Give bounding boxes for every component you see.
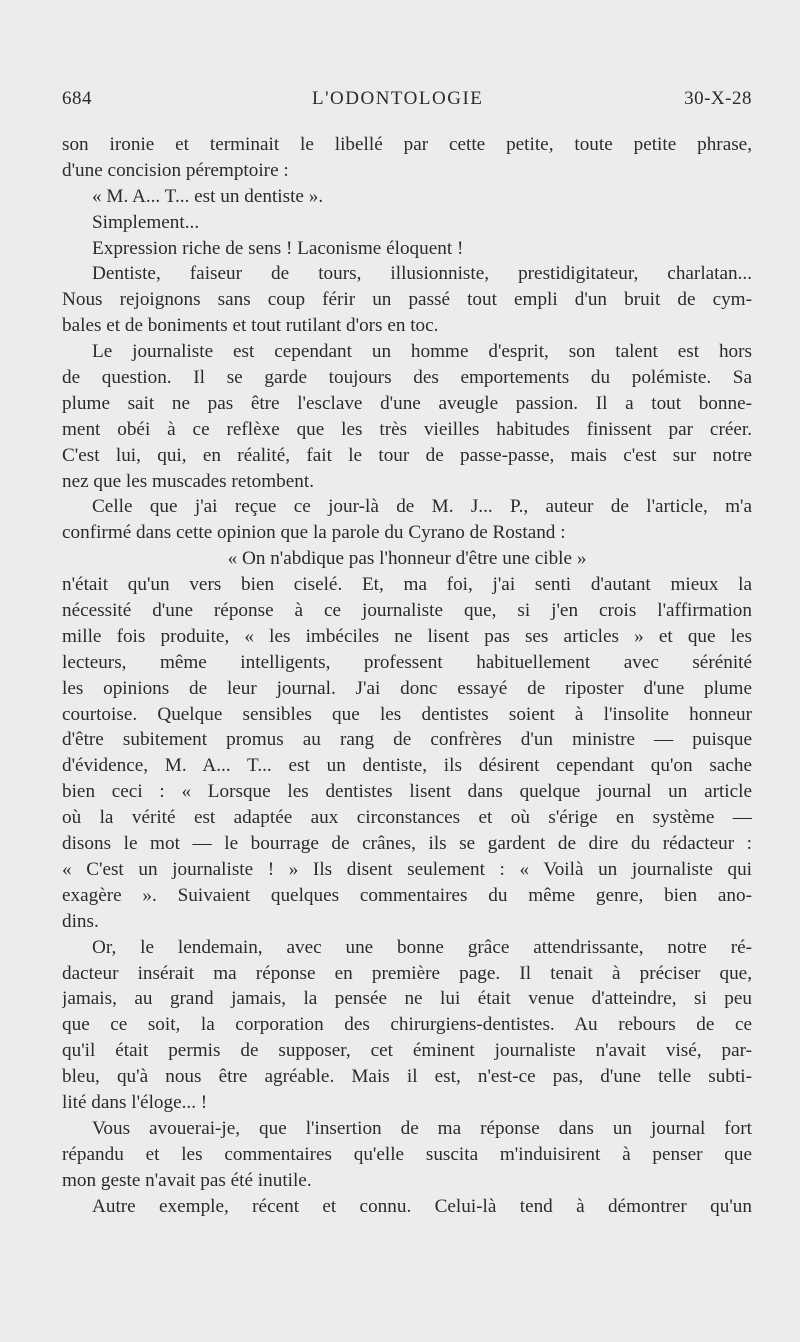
text-line: son ironie et terminait le libellé par cette petite, toute petite phrase, bbox=[62, 134, 752, 155]
text-line: d'être subitement promus au rang de confrères d'un ministre — puisque bbox=[62, 729, 752, 751]
text-line: de question. Il se garde toujours des emportements du polémiste. Sa bbox=[62, 367, 752, 389]
text-line: Le journaliste est cependant un homme d'esprit, son talent est hors bbox=[92, 341, 752, 363]
text-line: Vous avouerai-je, que l'insertion de ma réponse dans un journal fort bbox=[92, 1117, 752, 1139]
text-line: nécessité d'une réponse à ce journaliste que, si j'en crois l'affirmation bbox=[62, 600, 752, 622]
text-line: Simplement... bbox=[92, 211, 200, 233]
text-line: bales et de boniments et tout rutilant d'ors en toc. bbox=[62, 315, 439, 337]
text-line: Dentiste, faiseur de tours, illusionniste, prestidigitateur, charlatan... bbox=[92, 263, 752, 285]
text-line: « C'est un journaliste ! » Ils disent seulement : « Voilà un journaliste qui bbox=[62, 858, 752, 880]
text-line: les opinions de leur journal. J'ai donc essayé de riposter d'une plume bbox=[62, 677, 752, 699]
text-line: bien ceci : « Lorsque les dentistes lisent dans quelque journal un article bbox=[62, 781, 752, 803]
text-line: « On n'abdique pas l'honneur d'être une cible » bbox=[227, 548, 587, 570]
text-line: qu'il était permis de supposer, cet éminent journaliste n'avait visé, par- bbox=[62, 1040, 752, 1062]
text-line: mille fois produite, « les imbéciles ne lisent pas ses articles » et que les bbox=[62, 625, 752, 647]
text-line: Nous rejoignons sans coup férir un passé tout empli d'un bruit de cym- bbox=[62, 289, 752, 311]
text-line: jamais, au grand jamais, la pensée ne lui était venue d'atteindre, si peu bbox=[62, 988, 752, 1010]
text-line: lité dans l'éloge... ! bbox=[62, 1091, 208, 1113]
journal-title: L'ODONTOLOGIE bbox=[312, 88, 484, 109]
page-number: 684 bbox=[62, 88, 92, 109]
text-line: courtoise. Quelque sensibles que les dentistes soient à l'insolite honneur bbox=[62, 703, 752, 725]
text-line: bleu, qu'à nous être agréable. Mais il est, n'est-ce pas, d'une telle subti- bbox=[62, 1066, 752, 1088]
text-line: Autre exemple, récent et connu. Celui-là tend à démontrer qu'un bbox=[92, 1195, 752, 1217]
text-line: exagère ». Suivaient quelques commentaires du même genre, bien ano- bbox=[62, 884, 752, 906]
text-line: « M. A... T... est un dentiste ». bbox=[92, 185, 324, 207]
text-line: dins. bbox=[62, 910, 99, 932]
text-line: Celle que j'ai reçue ce jour-là de M. J... P., auteur de l'article, m'a bbox=[92, 496, 752, 518]
text-line: disons le mot — le bourrage de crânes, ils se gardent de dire du rédacteur : bbox=[62, 833, 752, 855]
text-line: où la vérité est adaptée aux circonstances et où s'érige en système — bbox=[62, 807, 752, 829]
text-line: d'une concision péremptoire : bbox=[62, 159, 289, 181]
text-line: ment obéi à ce reflèxe que les très vieilles habitudes finissent par créer. bbox=[62, 418, 752, 440]
running-head bbox=[62, 88, 752, 118]
text-line: confirmé dans cette opinion que la parole du Cyrano de Rostand : bbox=[62, 522, 566, 544]
text-line: mon geste n'avait pas été inutile. bbox=[62, 1169, 312, 1191]
text-line: nez que les muscades retombent. bbox=[62, 470, 315, 492]
text-line: lecteurs, même intelligents, professent habituellement avec sérénité bbox=[62, 651, 752, 673]
text-line: d'évidence, M. A... T... est un dentiste, ils désirent cependant qu'on sache bbox=[62, 755, 752, 777]
text-line: C'est lui, qui, en réalité, fait le tour de passe-passe, mais c'est sur notre bbox=[62, 444, 752, 466]
text-line: Or, le lendemain, avec une bonne grâce attendrissante, notre ré- bbox=[92, 936, 752, 958]
text-line: n'était qu'un vers bien ciselé. Et, ma foi, j'ai senti d'autant mieux la bbox=[62, 574, 752, 596]
body-text bbox=[62, 132, 752, 1219]
text-line: que ce soit, la corporation des chirurgiens-dentistes. Au rebours de ce bbox=[62, 1014, 752, 1036]
issue-date: 30-X-28 bbox=[684, 88, 752, 109]
text-line: Expression riche de sens ! Laconisme éloquent ! bbox=[92, 237, 464, 259]
text-line: plume sait ne pas être l'esclave d'une aveugle passion. Il a tout bonne- bbox=[62, 392, 752, 414]
text-line: dacteur insérait ma réponse en première page. Il tenait à préciser que, bbox=[62, 962, 752, 984]
text-line: répandu et les commentaires qu'elle suscita m'induisirent à penser que bbox=[62, 1143, 752, 1165]
